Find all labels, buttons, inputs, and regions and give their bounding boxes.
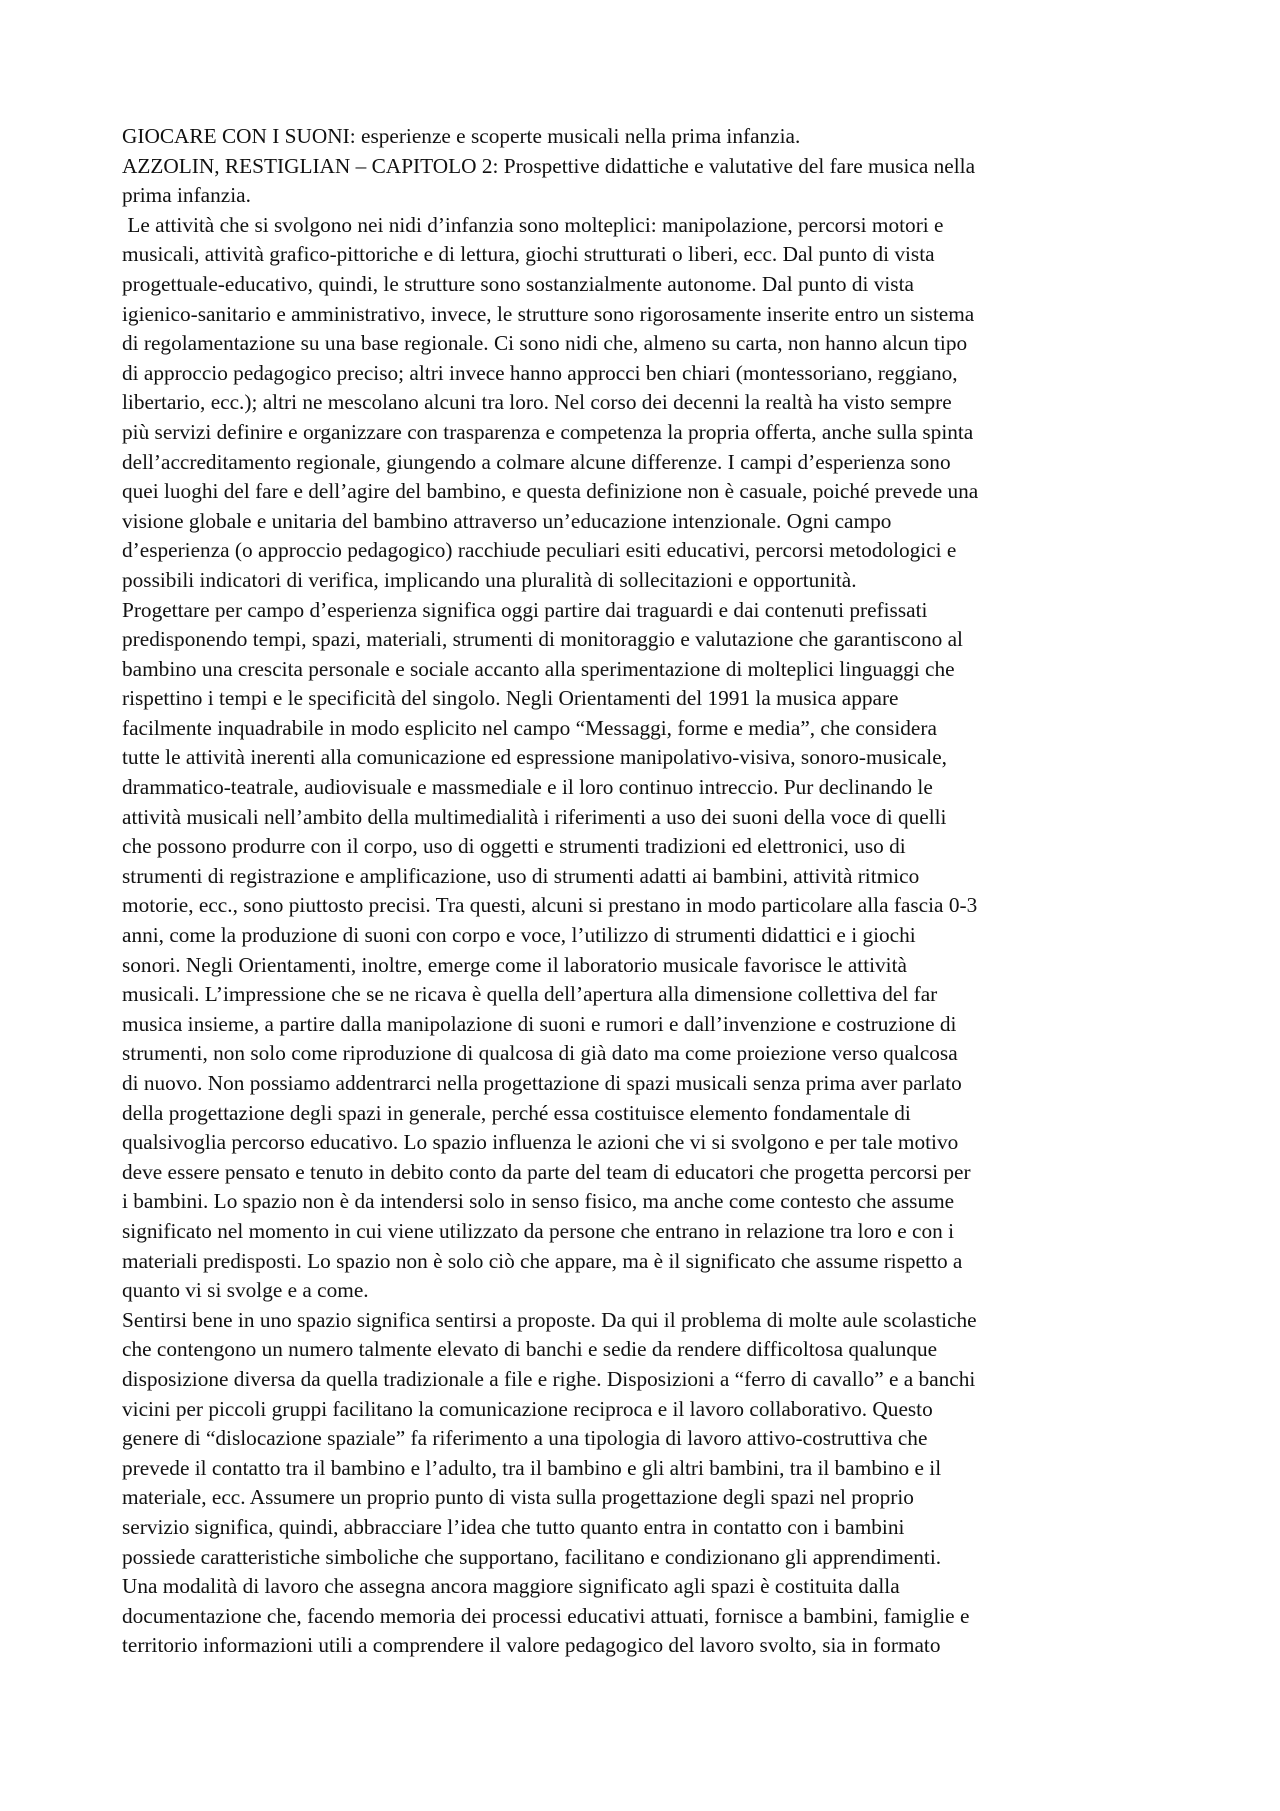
body-text-line: della progettazione degli spazi in generale, perché essa costituisce elemento fondamentale di <box>122 1100 911 1125</box>
body-text-line: documentazione che, facendo memoria dei processi educativi attuati, fornisce a bambini, famiglie e <box>122 1603 970 1628</box>
body-text-line: materiali predisposti. Lo spazio non è solo ciò che appare, ma è il significato che assume rispetto a <box>122 1248 963 1273</box>
body-text-line: Una modalità di lavoro che assegna ancora maggiore significato agli spazi è costituita dalla <box>122 1574 900 1599</box>
body-text-line: che contengono un numero talmente elevato di banchi e sedie da rendere difficoltosa qualunque <box>122 1337 938 1362</box>
body-text-line: strumenti, non solo come riproduzione di qualcosa di già dato ma come proiezione verso qualcosa <box>122 1041 958 1066</box>
body-text-line: vicini per piccoli gruppi facilitano la comunicazione reciproca e il lavoro collaborativo. Questo <box>122 1396 933 1421</box>
body-text-line: i bambini. Lo spazio non è da intendersi solo in senso fisico, ma anche come contesto che assume <box>122 1189 955 1214</box>
body-text-line: strumenti di registrazione e amplificazione, uso di strumenti adatti ai bambini, attività ritmico <box>122 863 920 888</box>
body-text-line: rispettino i tempi e le specificità del singolo. Negli Orientamenti del 1991 la musica appare <box>122 686 899 711</box>
body-text-line: progettuale-educativo, quindi, le strutture sono sostanzialmente autonome. Dal punto di vista <box>122 271 914 296</box>
body-text-line: Sentirsi bene in uno spazio significa sentirsi a proposte. Da qui il problema di molte aule scolastiche <box>122 1307 977 1332</box>
heading-line: prima infanzia. <box>122 183 251 208</box>
body-text-line: più servizi definire e organizzare con trasparenza e competenza la propria offerta, anche sulla spinta <box>122 419 974 444</box>
body-text-line: disposizione diversa da quella tradizionale a file e righe. Disposizioni a “ferro di cavallo” e a banchi <box>122 1366 976 1391</box>
body-text-line: Le attività che si svolgono nei nidi d’infanzia sono molteplici: manipolazione, percorsi motori e <box>122 212 944 237</box>
body-text-line: di nuovo. Non possiamo addentrarci nella progettazione di spazi musicali senza prima aver parlato <box>122 1071 962 1095</box>
body-text-line: significato nel momento in cui viene utilizzato da persone che entrano in relazione tra loro e con i <box>122 1218 955 1243</box>
body-text-line: predisponendo tempi, spazi, materiali, strumenti di monitoraggio e valutazione che garantiscono al <box>122 627 963 652</box>
body-text-line: igienico-sanitario e amministrativo, invece, le strutture sono rigorosamente inserite entro un sistema <box>122 301 975 326</box>
document-body <box>122 122 1174 1661</box>
heading-line: AZZOLIN, RESTIGLIAN – CAPITOLO 2: Prospettive didattiche e valutative del fare musica nella <box>122 153 976 178</box>
body-text-line: possiede caratteristiche simboliche che supportano, facilitano e condizionano gli apprendimenti. <box>122 1544 942 1569</box>
body-text-line: motorie, ecc., sono piuttosto precisi. Tra questi, alcuni si prestano in modo particolare alla fascia 0-3 <box>122 893 978 918</box>
body-text-line: quanto vi si svolge e a come. <box>122 1278 369 1303</box>
body-text-line: prevede il contatto tra il bambino e l’adulto, tra il bambino e gli altri bambini, tra il bambino e il <box>122 1455 942 1480</box>
body-text-line: deve essere pensato e tenuto in debito conto da parte del team di educatori che progetta percorsi per <box>122 1159 971 1184</box>
body-text-line: materiale, ecc. Assumere un proprio punto di vista sulla progettazione degli spazi nel proprio <box>122 1485 914 1510</box>
body-text-line: di regolamentazione su una base regionale. Ci sono nidi che, almeno su carta, non hanno alcun tipo <box>122 331 968 356</box>
body-text-line: musicali. L’impressione che se ne ricava è quella dell’apertura alla dimensione collettiva del far <box>122 982 938 1007</box>
body-text-line: quei luoghi del fare e dell’agire del bambino, e questa definizione non è casuale, poiché prevede una <box>122 479 979 504</box>
body-text-line: facilmente inquadrabile in modo esplicito nel campo “Messaggi, forme e media”, che considera <box>122 715 937 740</box>
body-text-line: d’esperienza (o approccio pedagogico) racchiude peculiari esiti educativi, percorsi metodologici e <box>122 538 957 563</box>
heading-line: GIOCARE CON I SUONI: esperienze e scoperte musicali nella prima infanzia. <box>122 124 801 148</box>
body-text-line: qualsivoglia percorso educativo. Lo spazio influenza le azioni che vi si svolgono e per tale motivo <box>122 1130 959 1155</box>
body-text-line: servizio significa, quindi, abbracciare l’idea che tutto quanto entra in contatto con i bambini <box>122 1514 905 1539</box>
body-text-line: sonori. Negli Orientamenti, inoltre, emerge come il laboratorio musicale favorisce le attività <box>122 952 907 977</box>
body-text-line: Progettare per campo d’esperienza significa oggi partire dai traguardi e dai contenuti prefissati <box>122 597 928 622</box>
body-text-line: musicali, attività grafico-pittoriche e di lettura, giochi strutturati o liberi, ecc. Dal punto di vista <box>122 242 935 267</box>
body-text-line: dell’accreditamento regionale, giungendo a colmare alcune differenze. I campi d’esperienza sono <box>122 449 951 474</box>
body-text-line: visione globale e unitaria del bambino attraverso un’educazione intenzionale. Ogni campo <box>122 508 892 533</box>
body-text-line: libertario, ecc.); altri ne mescolano alcuni tra loro. Nel corso dei decenni la realtà ha visto sempre <box>122 390 952 415</box>
body-text-line: attività musicali nell’ambito della multimedialità i riferimenti a uso dei suoni della voce di quelli <box>122 804 947 829</box>
body-text-line: di approccio pedagogico preciso; altri invece hanno approcci ben chiari (montessoriano, reggiano, <box>122 360 958 385</box>
body-text-line: genere di “dislocazione spaziale” fa riferimento a una tipologia di lavoro attivo-costruttiva che <box>122 1426 928 1451</box>
body-text-line: che possono produrre con il corpo, uso di oggetti e strumenti tradizioni ed elettronici, uso di <box>122 834 906 859</box>
body-text-line: territorio informazioni utili a comprendere il valore pedagogico del lavoro svolto, sia in formato <box>122 1633 941 1658</box>
body-text-line: drammatico-teatrale, audiovisuale e massmediale e il loro continuo intreccio. Pur declinando le <box>122 775 933 800</box>
body-text-line: possibili indicatori di verifica, implicando una pluralità di sollecitazioni e opportunità. <box>122 567 857 592</box>
body-text-line: musica insieme, a partire dalla manipolazione di suoni e rumori e dall’invenzione e costruzione di <box>122 1011 957 1036</box>
body-text-line: tutte le attività inerenti alla comunicazione ed espressione manipolativo-visiva, sonoro-musicale, <box>122 745 947 770</box>
body-text-line: anni, come la produzione di suoni con corpo e voce, l’utilizzo di strumenti didattici e i giochi <box>122 923 916 948</box>
body-text-line: bambino una crescita personale e sociale accanto alla sperimentazione di molteplici linguaggi che <box>122 656 955 681</box>
